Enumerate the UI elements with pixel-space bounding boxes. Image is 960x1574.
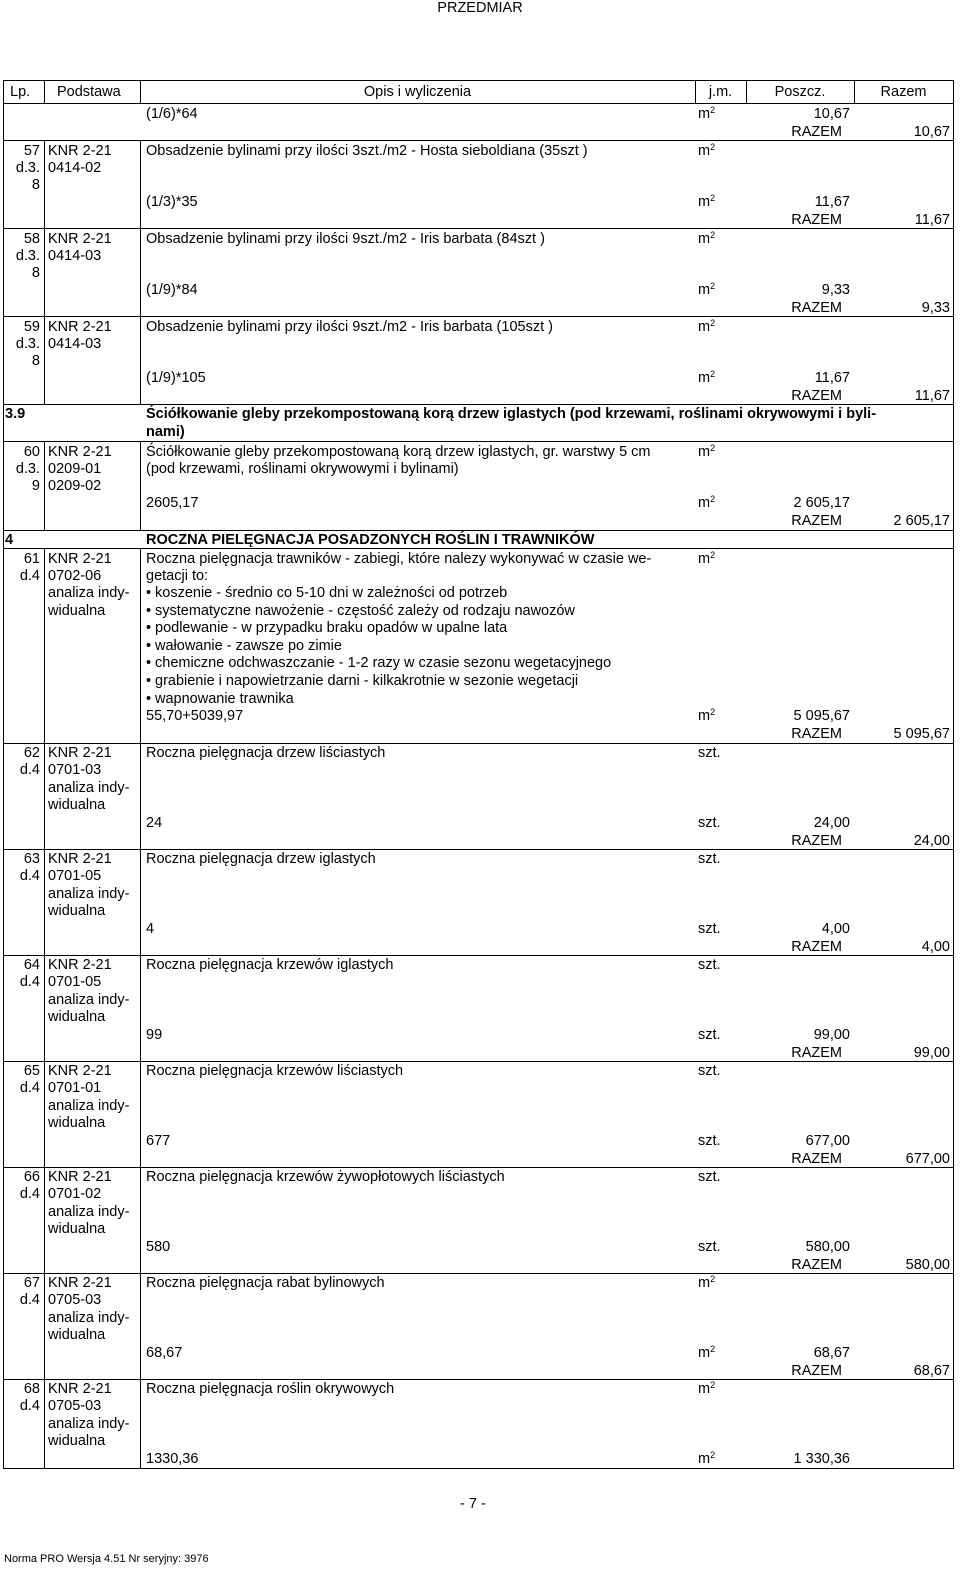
razem-value: 99,00 (913, 1045, 950, 1061)
item-number: d.4 (19, 1398, 40, 1414)
razem-value: 580,00 (905, 1257, 950, 1273)
razem-value: 10,67 (913, 124, 950, 140)
razem-value: 2 605,17 (893, 513, 950, 529)
item-number: 8 (31, 177, 40, 193)
unit-m2: $m^2$ (698, 1344, 716, 1361)
table-bottom-border (3, 1468, 954, 1469)
poszcz-value: 580,00 (805, 1239, 850, 1255)
unit-szt: szt. (698, 851, 721, 867)
item-description: Roczna pielęgnacja drzew liściastych (146, 745, 386, 761)
column-divider (44, 849, 45, 956)
row-divider (3, 743, 954, 744)
section-number: 3.9 (5, 406, 26, 422)
calc-text: (1/3)*35 (146, 194, 198, 210)
column-divider (44, 955, 45, 1062)
item-number: 60 (23, 444, 40, 460)
base-code: KNR 2-21 (48, 444, 112, 460)
unit-szt: szt. (698, 1169, 721, 1185)
item-description: Obsadzenie bylinami przy ilości 3szt./m2 - Hosta sieboldiana (35szt ) (146, 143, 588, 159)
base-code: 0701-02 (48, 1186, 102, 1202)
base-code: widualna (48, 1221, 106, 1237)
unit-m2: $m^2$ (698, 1380, 716, 1397)
calc-text: 99 (146, 1027, 163, 1043)
row-divider (3, 1061, 954, 1062)
column-divider (140, 140, 141, 228)
base-code: 0414-03 (48, 248, 102, 264)
item-number: 68 (23, 1381, 40, 1397)
item-number: d.3. (15, 461, 40, 477)
item-number: d.3. (15, 248, 40, 264)
section-number: 4 (5, 532, 14, 548)
row-divider (3, 140, 954, 141)
calc-text: (1/9)*84 (146, 282, 198, 298)
razem-value: 24,00 (913, 833, 950, 849)
unit-szt: szt. (698, 957, 721, 973)
unit-m2: $m^2$ (698, 1450, 716, 1467)
unit-m2: $m^2$ (698, 318, 716, 335)
razem-value: 68,67 (913, 1363, 950, 1379)
razem-label: RAZEM (791, 513, 842, 529)
calc-text: 1330,36 (146, 1451, 199, 1467)
base-code: analiza indy- (48, 1416, 130, 1432)
base-code: 0702-06 (48, 568, 102, 584)
bullet-item: • chemiczne odchwaszczanie - 1-2 razy w czasie sezonu wegetacyjnego (146, 655, 611, 673)
base-code: widualna (48, 1009, 106, 1025)
item-number: d.4 (19, 974, 40, 990)
base-code: 0209-01 (48, 461, 102, 477)
item-description: Roczna pielęgnacja drzew iglastych (146, 851, 376, 867)
base-code: KNR 2-21 (48, 551, 112, 567)
item-number: d.4 (19, 568, 40, 584)
razem-label: RAZEM (791, 833, 842, 849)
item-description: Roczna pielęgnacja krzewów liściastych (146, 1063, 404, 1079)
poszcz-value: 4,00 (821, 921, 850, 937)
poszcz-value: 2 605,17 (793, 495, 850, 511)
column-divider (140, 1379, 141, 1468)
unit-m2: $m^2$ (698, 707, 716, 724)
calc-text: 677 (146, 1133, 171, 1149)
bullet-item: • koszenie - średnio co 5-10 dni w zależności od potrzeb (146, 585, 611, 603)
page-header: PRZEDMIAR (437, 0, 523, 16)
item-description: Ściółkowanie gleby przekompostowaną korą drzew iglastych, gr. warstwy 5 cm (146, 444, 651, 460)
unit-szt: szt. (698, 745, 721, 761)
item-number: 8 (31, 353, 40, 369)
unit-szt: szt. (698, 1063, 721, 1079)
row-divider (3, 1273, 954, 1274)
item-number: 59 (23, 319, 40, 335)
column-divider (44, 1379, 45, 1468)
razem-value: 4,00 (921, 939, 950, 955)
section-title: Ściółkowanie gleby przekompostowaną korą drzew iglastych (pod krzewami, roślinami okrywowymi i byli- (146, 406, 877, 422)
item-number: 9 (31, 478, 40, 494)
row-divider (3, 1167, 954, 1168)
item-description: Obsadzenie bylinami przy ilości 9szt./m2 - Iris barbata (84szt ) (146, 231, 545, 247)
base-code: widualna (48, 903, 106, 919)
razem-value: 5 095,67 (893, 726, 950, 742)
item-number: 62 (23, 745, 40, 761)
razem-label: RAZEM (791, 1363, 842, 1379)
unit-m2: $m^2$ (698, 105, 716, 122)
col-header-podstawa: Podstawa (57, 84, 121, 100)
unit-szt: szt. (698, 1027, 721, 1043)
base-code: analiza indy- (48, 585, 130, 601)
base-code: analiza indy- (48, 780, 130, 796)
calc-text: 55,70+5039,97 (146, 708, 244, 724)
page-number: - 7 - (460, 1496, 486, 1512)
item-number: d.4 (19, 1292, 40, 1308)
calc-text: 580 (146, 1239, 171, 1255)
razem-label: RAZEM (791, 124, 842, 140)
unit-szt: szt. (698, 815, 721, 831)
base-code: widualna (48, 797, 106, 813)
base-code: KNR 2-21 (48, 851, 112, 867)
poszcz-value: 1 330,36 (793, 1451, 850, 1467)
unit-m2: $m^2$ (698, 230, 716, 247)
unit-m2: $m^2$ (698, 142, 716, 159)
razem-label: RAZEM (791, 388, 842, 404)
item-number: 57 (23, 143, 40, 159)
calc-text: 2605,17 (146, 495, 199, 511)
row-divider (3, 316, 954, 317)
column-divider (44, 316, 45, 404)
calc-text: 24 (146, 815, 163, 831)
unit-szt: szt. (698, 1133, 721, 1149)
column-divider (44, 140, 45, 228)
col-header-poszcz: Poszcz. (774, 84, 826, 100)
calc-text: (1/9)*105 (146, 370, 206, 386)
razem-value: 9,33 (921, 300, 950, 316)
item-description: Roczna pielęgnacja trawników - zabiegi, które nalezy wykonywać w czasie we- (146, 551, 652, 567)
item-number: 61 (23, 551, 40, 567)
bullet-item: • wapnowanie trawnika (146, 691, 611, 709)
unit-m2: $m^2$ (698, 369, 716, 386)
bullet-item: • wałowanie - zawsze po zimie (146, 638, 611, 656)
razem-label: RAZEM (791, 1151, 842, 1167)
column-divider (140, 743, 141, 850)
item-number: 64 (23, 957, 40, 973)
col-header-lp: Lp. (10, 84, 31, 100)
item-description: Roczna pielęgnacja roślin okrywowych (146, 1381, 395, 1397)
item-number: d.4 (19, 1080, 40, 1096)
poszcz-value: 24,00 (813, 815, 850, 831)
unit-szt: szt. (698, 1239, 721, 1255)
column-divider (140, 1273, 141, 1380)
base-code: KNR 2-21 (48, 231, 112, 247)
unit-m2: $m^2$ (698, 494, 716, 511)
calc-text: 68,67 (146, 1345, 183, 1361)
razem-label: RAZEM (791, 212, 842, 228)
table-right-border (953, 80, 954, 1468)
item-number: d.4 (19, 1186, 40, 1202)
poszcz-value: 11,67 (814, 370, 850, 386)
razem-label: RAZEM (791, 300, 842, 316)
base-code: KNR 2-21 (48, 1063, 112, 1079)
row-divider (3, 955, 954, 956)
item-description: getacji to: (146, 568, 209, 584)
column-divider (44, 228, 45, 316)
poszcz-value: 99,00 (813, 1027, 850, 1043)
col-header-opis: Opis i wyliczenia (363, 84, 472, 100)
row-divider (3, 530, 954, 531)
base-code: 0209-02 (48, 478, 102, 494)
section-title-cont: nami) (146, 424, 185, 440)
base-code: 0705-03 (48, 1398, 102, 1414)
base-code: KNR 2-21 (48, 1169, 112, 1185)
base-code: 0701-05 (48, 974, 102, 990)
row-divider (3, 441, 954, 442)
base-code: 0701-03 (48, 762, 102, 778)
column-divider (44, 1061, 45, 1168)
base-code: KNR 2-21 (48, 745, 112, 761)
razem-value: 677,00 (905, 1151, 950, 1167)
column-divider (140, 1061, 141, 1168)
column-divider (44, 1167, 45, 1274)
item-description: Roczna pielęgnacja krzewów żywopłotowych liściastych (146, 1169, 505, 1185)
base-code: analiza indy- (48, 886, 130, 902)
unit-m2: $m^2$ (698, 281, 716, 298)
base-code: 0705-03 (48, 1292, 102, 1308)
unit-m2: $m^2$ (698, 193, 716, 210)
base-code: KNR 2-21 (48, 957, 112, 973)
base-code: widualna (48, 1433, 106, 1449)
software-footer: Norma PRO Wersja 4.51 Nr seryjny: 3976 (4, 1553, 209, 1565)
table-top-border (3, 80, 954, 81)
item-number: d.3. (15, 160, 40, 176)
item-number: 8 (31, 265, 40, 281)
item-description: Roczna pielęgnacja rabat bylinowych (146, 1275, 385, 1291)
base-code: KNR 2-21 (48, 1275, 112, 1291)
unit-m2: $m^2$ (698, 550, 716, 567)
poszcz-value: 10,67 (813, 106, 850, 122)
row-divider (3, 228, 954, 229)
base-code: analiza indy- (48, 1310, 130, 1326)
item-number: 67 (23, 1275, 40, 1291)
item-description: (pod krzewami, roślinami okrywowymi i bylinami) (146, 461, 459, 477)
row-divider (3, 1379, 954, 1380)
base-code: KNR 2-21 (48, 1381, 112, 1397)
header-col-divider (44, 80, 45, 103)
razem-label: RAZEM (791, 726, 842, 742)
razem-label: RAZEM (791, 1045, 842, 1061)
row-divider (3, 548, 954, 549)
razem-label: RAZEM (791, 1257, 842, 1273)
base-code: KNR 2-21 (48, 143, 112, 159)
base-code: analiza indy- (48, 992, 130, 1008)
base-code: widualna (48, 1115, 106, 1131)
base-code: 0701-05 (48, 868, 102, 884)
razem-label: RAZEM (791, 939, 842, 955)
column-divider (140, 955, 141, 1062)
item-number: 63 (23, 851, 40, 867)
calc-text: (1/6)*64 (146, 106, 198, 122)
base-code: analiza indy- (48, 1204, 130, 1220)
item-number: d.4 (19, 868, 40, 884)
col-header-razem: Razem (880, 84, 927, 100)
base-code: 0414-03 (48, 336, 102, 352)
base-code: widualna (48, 603, 106, 619)
col-header-jm: j.m. (708, 84, 733, 100)
razem-value: 11,67 (914, 212, 950, 228)
item-number: 58 (23, 231, 40, 247)
column-divider (140, 1167, 141, 1274)
column-divider (140, 849, 141, 956)
base-code: KNR 2-21 (48, 319, 112, 335)
item-description: Obsadzenie bylinami przy ilości 9szt./m2 - Iris barbata (105szt ) (146, 319, 553, 335)
unit-m2: $m^2$ (698, 1274, 716, 1291)
poszcz-value: 9,33 (821, 282, 850, 298)
bullet-item: • podlewanie - w przypadku braku opadów w upalne lata (146, 620, 611, 638)
item-number: 66 (23, 1169, 40, 1185)
item-number: d.4 (19, 762, 40, 778)
base-code: 0701-01 (48, 1080, 102, 1096)
poszcz-value: 68,67 (813, 1345, 850, 1361)
poszcz-value: 11,67 (814, 194, 850, 210)
unit-szt: szt. (698, 921, 721, 937)
row-divider (3, 404, 954, 405)
base-code: widualna (48, 1327, 106, 1343)
row-divider (3, 849, 954, 850)
section-title: ROCZNA PIELĘGNACJA POSADZONYCH ROŚLIN I TRAWNIKÓW (146, 532, 595, 548)
bullet-item: • grabienie i napowietrzanie darni - kilkakrotnie w sezonie wegetacji (146, 673, 611, 691)
header-row-divider (3, 103, 954, 104)
bullet-item: • systematyczne nawożenie - częstość zależy od rodzaju nawozów (146, 603, 611, 621)
column-divider (140, 228, 141, 316)
item-number: 65 (23, 1063, 40, 1079)
item-description: Roczna pielęgnacja krzewów iglastych (146, 957, 394, 973)
maintenance-bullet-list (146, 585, 611, 708)
base-code: analiza indy- (48, 1098, 130, 1114)
poszcz-value: 677,00 (805, 1133, 850, 1149)
column-divider (140, 316, 141, 404)
unit-m2: $m^2$ (698, 443, 716, 460)
calc-text: 4 (146, 921, 155, 937)
razem-value: 11,67 (914, 388, 950, 404)
poszcz-value: 5 095,67 (793, 708, 850, 724)
column-divider (44, 743, 45, 850)
base-code: 0414-02 (48, 160, 102, 176)
item-number: d.3. (15, 336, 40, 352)
column-divider (44, 1273, 45, 1380)
